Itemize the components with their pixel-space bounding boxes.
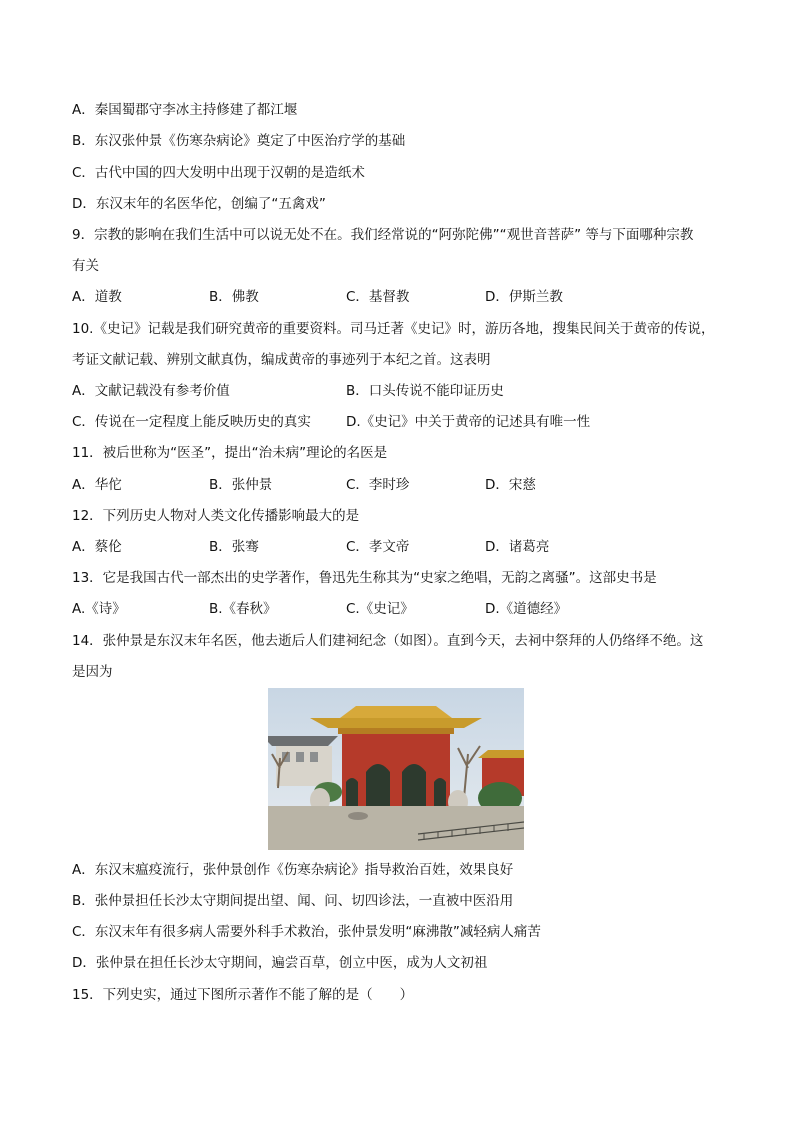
- q13-option-c: C.《史记》: [346, 601, 414, 617]
- q14-option-c: C．东汉末年有很多病人需要外科手术救治，张仲景发明“麻沸散”减轻病人痛苦: [72, 924, 541, 940]
- q14-option-a: A．东汉末瘟疫流行，张仲景创作《伤寒杂病论》指导救治百姓，效果良好: [72, 862, 514, 878]
- q8-option-a: A．秦国蜀郡守李冰主持修建了都江堰: [72, 102, 298, 118]
- q9-stem-line2: 有关: [72, 258, 99, 274]
- q9-option-a: A．道教: [72, 289, 122, 305]
- q10-option-d: D.《史记》中关于黄帝的记述具有唯一性: [346, 414, 591, 430]
- q12-option-b: B．张骞: [209, 539, 259, 555]
- q12-option-c: C．孝文帝: [346, 539, 410, 555]
- q12-option-a: A．蔡伦: [72, 539, 122, 555]
- q12-stem: 12．下列历史人物对人类文化传播影响最大的是: [72, 508, 360, 524]
- q8-option-d: D．东汉末年的名医华佗，创编了“五禽戏”: [72, 196, 326, 212]
- q9-option-c: C．基督教: [346, 289, 410, 305]
- q15-stem: 15．下列史实，通过下图所示著作不能了解的是（ ）: [72, 987, 414, 1003]
- q9-option-d: D．伊斯兰教: [485, 289, 563, 305]
- q14-stem-line1: 14．张仲景是东汉末年名医，他去逝后人们建祠纪念（如图）。直到今天，去祠中祭拜的人仍络绎不绝。这: [72, 633, 704, 649]
- q8-option-b: B．东汉张仲景《伤寒杂病论》奠定了中医治疗学的基础: [72, 133, 406, 149]
- q14-stem-line2: 是因为: [72, 664, 113, 680]
- q11-stem: 11．被后世称为“医圣”，提出“治未病”理论的名医是: [72, 445, 388, 461]
- q14-option-d: D．张仲景在担任长沙太守期间，遍尝百草，创立中医，成为人文初祖: [72, 955, 488, 971]
- q11-option-c: C．李时珍: [346, 477, 410, 493]
- q13-stem: 13．它是我国古代一部杰出的史学著作，鲁迅先生称其为“史家之绝唱，无韵之离骚”。这部史书是: [72, 570, 657, 586]
- q11-option-a: A．华佗: [72, 477, 122, 493]
- q13-option-a: A.《诗》: [72, 601, 126, 617]
- q9-option-b: B．佛教: [209, 289, 259, 305]
- q10-option-b: B．口头传说不能印证历史: [346, 383, 504, 399]
- q13-option-b: B.《春秋》: [209, 601, 277, 617]
- q12-option-d: D．诸葛亮: [485, 539, 550, 555]
- q11-option-b: B．张仲景: [209, 477, 273, 493]
- q10-stem-line2: 考证文献记载、辨别文献真伪，编成黄帝的事迹列于本纪之首。这表明: [72, 352, 491, 368]
- q10-option-c: C．传说在一定程度上能反映历史的真实: [72, 414, 311, 430]
- q10-option-a: A．文献记载没有参考价值: [72, 383, 230, 399]
- q9-stem-line1: 9．宗教的影响在我们生活中可以说无处不在。我们经常说的“阿弥陀佛”“观世音菩萨” 等与下面哪种宗教: [72, 227, 694, 243]
- q14-option-b: B．张仲景担任长沙太守期间提出望、闻、问、切四诊法，一直被中医沿用: [72, 893, 514, 909]
- q13-option-d: D.《道德经》: [485, 601, 568, 617]
- q8-option-c: C．古代中国的四大发明中出现于汉朝的是造纸术: [72, 165, 365, 181]
- q11-option-d: D．宋慈: [485, 477, 536, 493]
- q10-stem-line1: 10.《史记》记载是我们研究黄帝的重要资料。司马迁著《史记》时，游历各地，搜集民间关于黄帝的传说，: [72, 321, 715, 337]
- memorial-shrine-photo: [268, 688, 524, 850]
